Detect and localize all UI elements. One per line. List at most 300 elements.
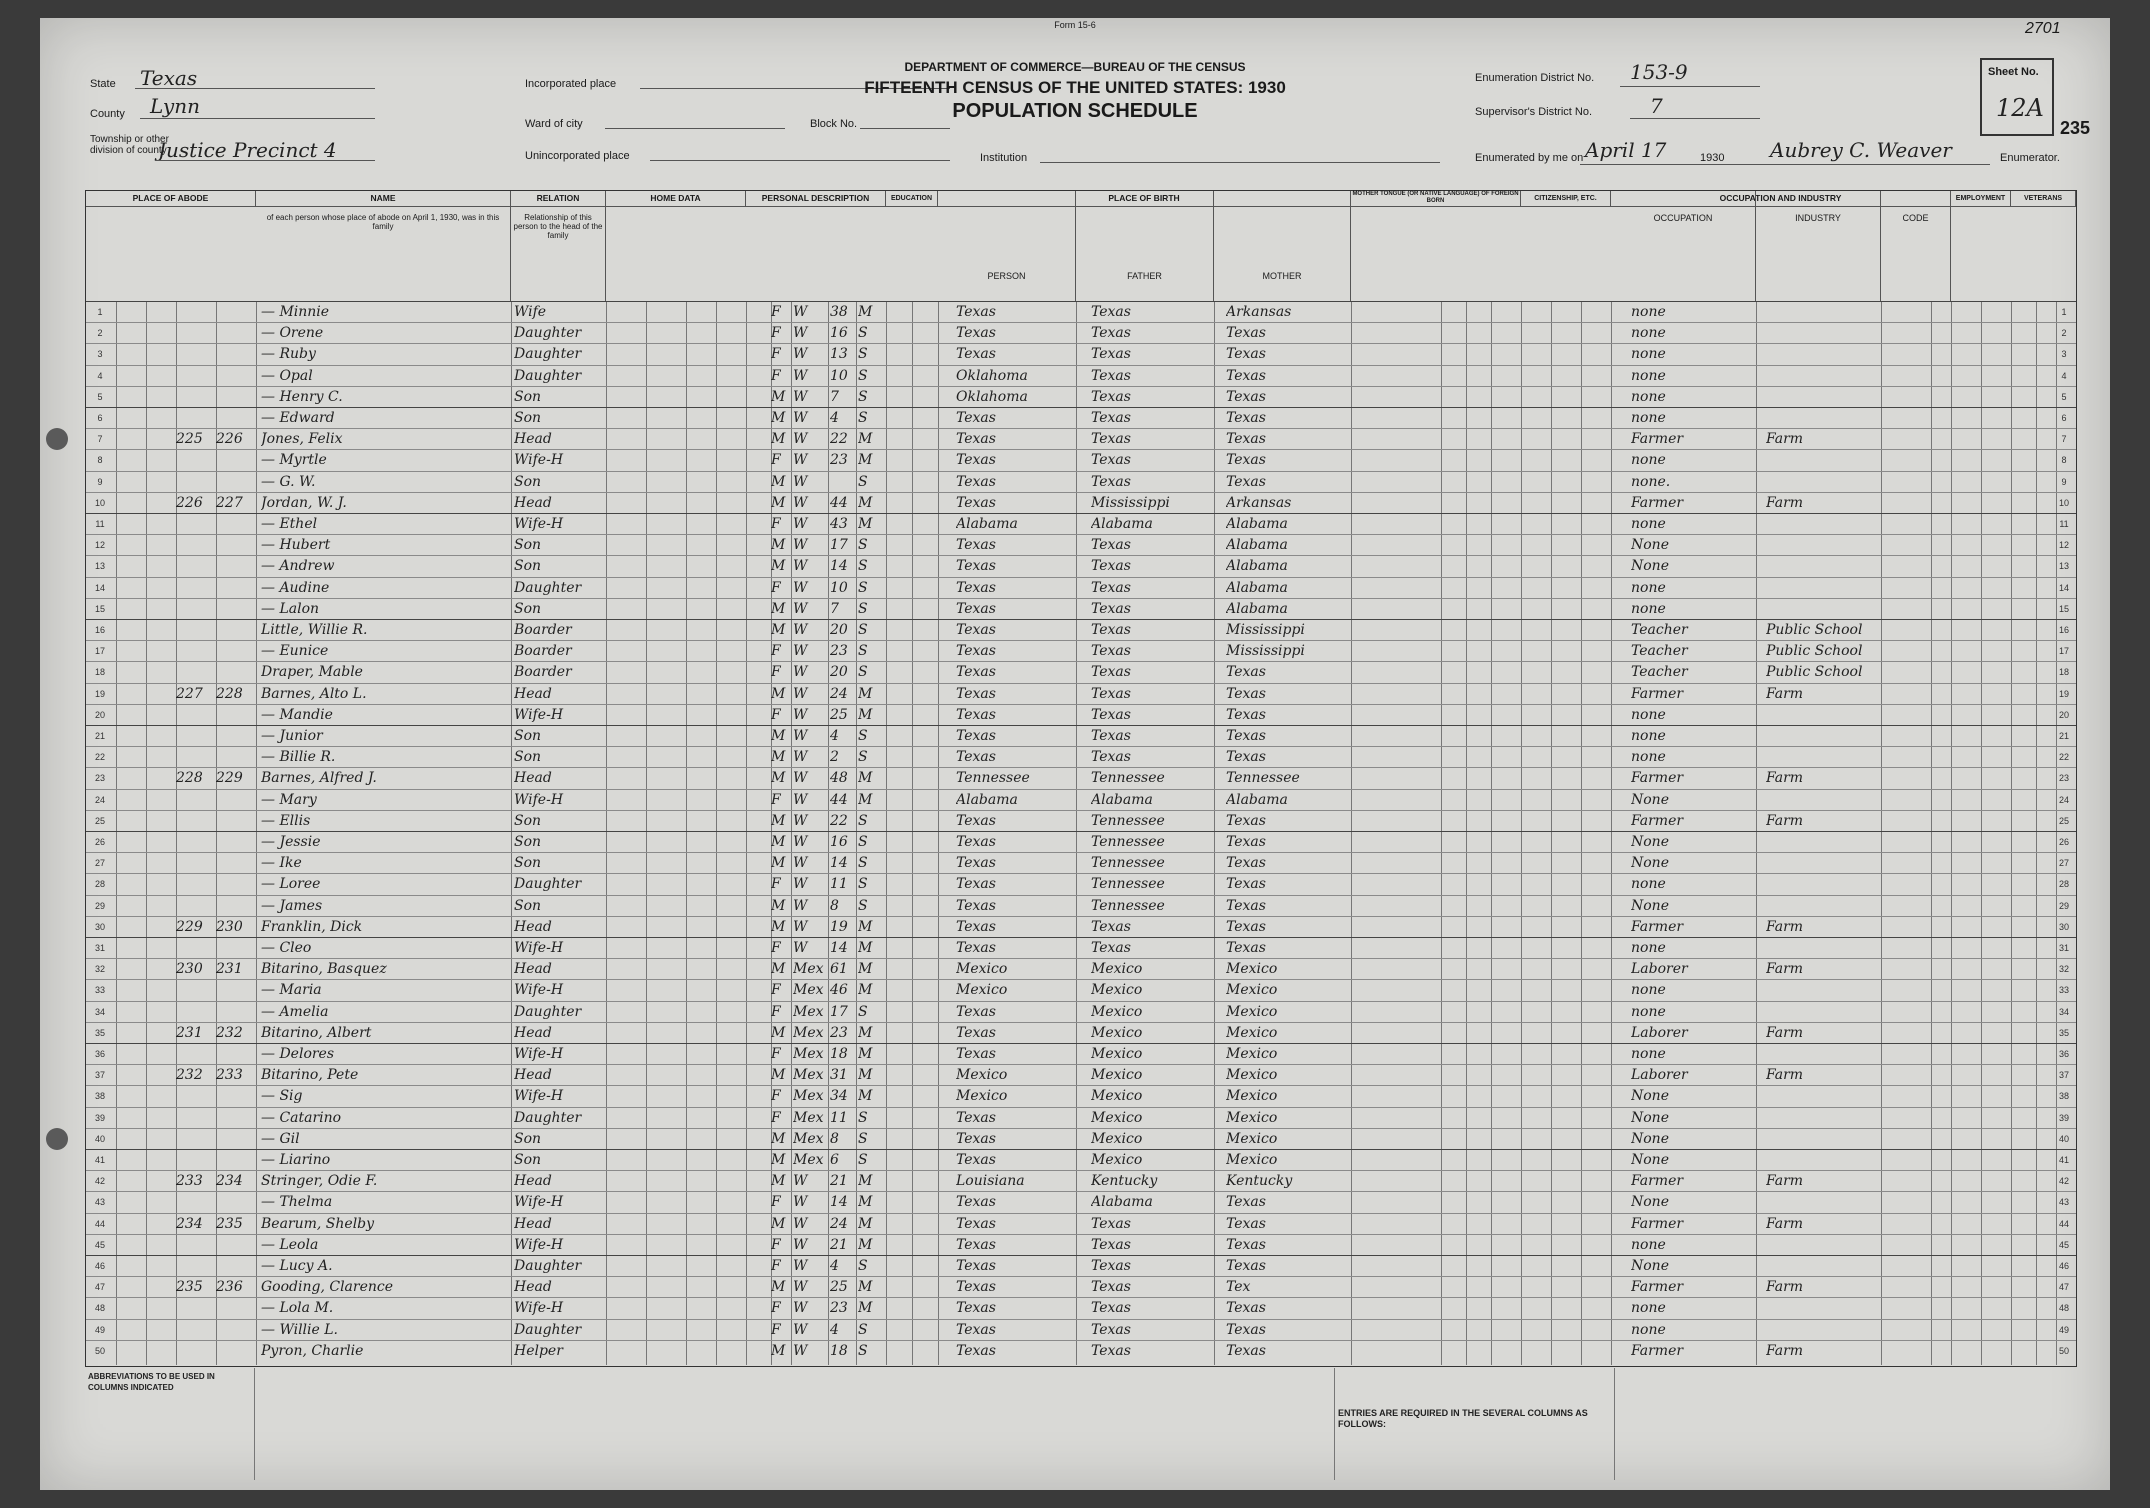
sex: F: [771, 304, 781, 320]
dwelling-number: [176, 1002, 216, 1023]
occupation: None: [1631, 558, 1669, 575]
line-number: 15: [94, 603, 105, 614]
industry: [1766, 874, 1881, 895]
relation: Son: [514, 897, 542, 914]
birthplace-father: Mexico: [1091, 1046, 1143, 1062]
age: 7: [830, 388, 839, 405]
occupation: none: [1631, 1046, 1666, 1062]
dwelling-number: [176, 1086, 216, 1107]
industry: [1766, 1002, 1881, 1023]
dwelling-number: [176, 662, 216, 683]
family-number: [216, 1341, 256, 1362]
line-number: 44: [2058, 1218, 2069, 1229]
birthplace-person: Texas: [956, 431, 996, 448]
birthplace-father: Texas: [1091, 304, 1131, 320]
sex: M: [771, 622, 786, 638]
age: 23: [830, 643, 848, 660]
dwelling-number: [176, 323, 216, 344]
relation: Helper: [514, 1342, 563, 1359]
person-name: — Gil: [261, 1130, 300, 1147]
relation: Wife-H: [514, 1236, 564, 1253]
race: W: [793, 1215, 808, 1232]
line-number: 28: [2058, 879, 2069, 890]
birthplace-father: Mexico: [1091, 1109, 1143, 1126]
group-mother-tongue: MOTHER TONGUE (OR NATIVE LANGUAGE) OF FOREIGN BORN: [1351, 191, 1521, 207]
institution-label: Institution: [980, 152, 1028, 164]
sex: M: [771, 410, 786, 426]
occupation: None: [1631, 1194, 1669, 1211]
family-number: [216, 1256, 256, 1277]
industry: [1766, 938, 1881, 959]
line-number: 45: [2058, 1239, 2069, 1250]
table-row: [86, 704, 2076, 725]
occupation: none: [1631, 1236, 1666, 1253]
relation: Daughter: [514, 367, 582, 384]
line-number: 1: [2061, 307, 2067, 317]
family-number: [216, 938, 256, 959]
census-table: [85, 190, 2077, 1367]
table-row: [86, 1128, 2076, 1149]
birthplace-mother: Tex: [1226, 1279, 1251, 1296]
footer: [85, 1368, 2075, 1486]
dwelling-number: [176, 387, 216, 408]
race: W: [793, 1300, 808, 1317]
birthplace-mother: Mexico: [1226, 961, 1278, 978]
occupation: Teacher: [1631, 664, 1688, 681]
occupation: Teacher: [1631, 643, 1688, 660]
marital-status: M: [858, 1088, 873, 1105]
birthplace-person: Texas: [956, 1152, 996, 1168]
marital-status: S: [858, 1258, 868, 1274]
birthplace-mother: Arkansas: [1226, 304, 1292, 320]
marital-status: S: [858, 749, 868, 766]
race: W: [793, 1342, 808, 1359]
age: 24: [830, 685, 848, 702]
person-name: Pyron, Charlie: [261, 1342, 364, 1359]
group-education: EDUCATION: [886, 191, 938, 207]
industry: [1766, 1086, 1881, 1107]
birthplace-mother: Mexico: [1226, 1152, 1278, 1168]
birthplace-person: Texas: [956, 473, 996, 490]
line-number: 41: [94, 1155, 105, 1165]
occupation: Laborer: [1631, 1024, 1688, 1041]
family-number: 228: [216, 685, 243, 702]
family-number: [216, 323, 256, 344]
line-number: 4: [2061, 370, 2067, 381]
person-name: — Mary: [261, 791, 317, 808]
age: 61: [830, 961, 848, 978]
race: Mex: [793, 1152, 824, 1168]
race: W: [793, 706, 808, 723]
race: W: [793, 325, 808, 342]
line-number: 17: [2058, 646, 2069, 657]
birthplace-person: Mexico: [956, 961, 1008, 978]
table-row: [86, 1043, 2076, 1064]
table-row: [86, 343, 2076, 364]
birthplace-father: Texas: [1091, 367, 1131, 384]
line-number: 31: [94, 943, 105, 953]
birthplace-father: Texas: [1091, 728, 1131, 744]
line-number: 15: [2058, 603, 2069, 614]
birthplace-mother: Texas: [1226, 452, 1266, 469]
line-number: 3: [2061, 349, 2067, 360]
birthplace-mother: Texas: [1226, 367, 1266, 384]
birthplace-person: Mexico: [956, 982, 1008, 999]
occupation: Farmer: [1631, 812, 1684, 829]
marital-status: M: [858, 1067, 873, 1084]
person-name: Jones, Felix: [261, 431, 343, 448]
occupation: none: [1631, 346, 1666, 363]
birthplace-father: Texas: [1091, 1342, 1131, 1359]
industry: [1766, 323, 1881, 344]
family-number: [216, 387, 256, 408]
birthplace-person: Texas: [956, 304, 996, 320]
occupation: none: [1631, 388, 1666, 405]
line-number: 22: [2058, 752, 2069, 763]
occupation: None: [1631, 1088, 1669, 1105]
industry: [1766, 450, 1881, 471]
corner-number: 2701: [2025, 20, 2061, 37]
marital-status: M: [858, 1236, 873, 1253]
race: Mex: [793, 1109, 824, 1126]
industry: Public School: [1766, 622, 1863, 638]
sex: F: [771, 643, 781, 660]
birthplace-person: Texas: [956, 834, 996, 850]
relation: Son: [514, 855, 542, 872]
dwelling-number: [176, 620, 216, 641]
race: W: [793, 304, 808, 320]
sex: M: [771, 855, 786, 872]
age: 44: [830, 494, 848, 511]
birthplace-mother: Mexico: [1226, 1024, 1278, 1041]
industry: [1766, 790, 1881, 811]
census-title: FIFTEENTH CENSUS OF THE UNITED STATES: 1930: [864, 78, 1286, 97]
group-relation: RELATION: [511, 191, 606, 207]
sex: F: [771, 982, 781, 999]
table-row: [86, 1001, 2076, 1022]
relation: Head: [514, 431, 552, 448]
birthplace-mother: Texas: [1226, 855, 1266, 872]
line-number: 43: [94, 1197, 105, 1208]
birthplace-person: Texas: [956, 940, 996, 956]
sex: M: [771, 770, 786, 787]
race: W: [793, 749, 808, 766]
person-name: Bitarino, Albert: [261, 1024, 372, 1041]
group-name: NAME: [256, 191, 511, 207]
person-name: — Lalon: [261, 600, 320, 617]
line-number: 23: [94, 773, 105, 784]
line-number: 8: [97, 455, 103, 466]
line-number: 21: [2058, 731, 2069, 741]
race: W: [793, 834, 808, 850]
birthplace-person: Texas: [956, 1258, 996, 1274]
enumerator-name: Aubrey C. Weaver: [1770, 138, 1952, 162]
birthplace-person: Texas: [956, 749, 996, 766]
family-number: 233: [216, 1067, 243, 1084]
family-number: [216, 1298, 256, 1319]
industry: Farm: [1766, 431, 1804, 448]
occupation: none: [1631, 706, 1666, 723]
line-number: 49: [2058, 1324, 2069, 1335]
occupation: none: [1631, 1321, 1666, 1338]
marital-status: S: [858, 367, 868, 384]
table-row: [86, 407, 2076, 428]
person-name: — Ruby: [261, 346, 316, 363]
colhead-occupation: OCCUPATION: [1611, 191, 1756, 301]
birthplace-mother: Alabama: [1226, 579, 1288, 596]
birthplace-mother: Texas: [1226, 1300, 1266, 1317]
birthplace-person: Texas: [956, 410, 996, 426]
family-number: [216, 1320, 256, 1341]
occupation: none: [1631, 982, 1666, 999]
sex: F: [771, 706, 781, 723]
line-number: 46: [2058, 1261, 2069, 1271]
family-number: 229: [216, 770, 243, 787]
marital-status: M: [858, 685, 873, 702]
line-number: 43: [2058, 1197, 2069, 1208]
industry: [1766, 344, 1881, 365]
age: 4: [830, 728, 839, 744]
person-name: — Eunice: [261, 643, 329, 660]
dwelling-number: [176, 641, 216, 662]
line-number: 24: [2058, 794, 2069, 805]
line-number: 21: [94, 731, 105, 741]
person-name: — Opal: [261, 367, 313, 384]
birthplace-person: Texas: [956, 622, 996, 638]
family-number: [216, 832, 256, 853]
sex: M: [771, 537, 786, 554]
line-number: 2: [97, 328, 103, 339]
incorporated-label: Incorporated place: [525, 78, 617, 90]
birthplace-father: Texas: [1091, 452, 1131, 469]
birthplace-person: Texas: [956, 1300, 996, 1317]
sex: M: [771, 473, 786, 490]
table-row: [86, 1319, 2076, 1340]
census-rows: [86, 301, 2076, 1365]
birthplace-father: Texas: [1091, 940, 1131, 956]
sex: F: [771, 664, 781, 681]
birthplace-father: Mexico: [1091, 961, 1143, 978]
marital-status: S: [858, 558, 868, 575]
industry: Farm: [1766, 1024, 1804, 1041]
marital-status: M: [858, 982, 873, 999]
punch-hole: [46, 428, 68, 450]
age: 21: [830, 1236, 848, 1253]
race: W: [793, 918, 808, 935]
relation: Head: [514, 1215, 552, 1232]
age: 14: [830, 855, 848, 872]
birthplace-mother: Texas: [1226, 1258, 1266, 1274]
birthplace-mother: Alabama: [1226, 600, 1288, 617]
birthplace-mother: Tennessee: [1226, 770, 1300, 787]
dwelling-number: [176, 599, 216, 620]
birthplace-person: Texas: [956, 558, 996, 575]
table-row: [86, 1107, 2076, 1128]
marital-status: S: [858, 410, 868, 426]
marital-status: M: [858, 1046, 873, 1062]
group-personal: PERSONAL DESCRIPTION: [746, 191, 886, 207]
industry: [1766, 896, 1881, 917]
line-number: 42: [2058, 1176, 2069, 1187]
table-row: [86, 725, 2076, 746]
race: W: [793, 728, 808, 744]
relation: Head: [514, 1173, 552, 1190]
line-number: 39: [2058, 1112, 2069, 1123]
industry: [1766, 1235, 1881, 1256]
race: W: [793, 410, 808, 426]
relation: Wife-H: [514, 1088, 564, 1105]
age: 22: [830, 431, 848, 448]
dwelling-number: 226: [176, 494, 203, 511]
family-number: [216, 556, 256, 577]
enum-district-label: Enumeration District No.: [1475, 72, 1595, 84]
colhead-code: CODE: [1881, 191, 1951, 301]
marital-status: M: [858, 940, 873, 956]
age: 6: [830, 1152, 839, 1168]
birthplace-person: Texas: [956, 728, 996, 744]
birthplace-mother: Texas: [1226, 940, 1266, 956]
occupation: Farmer: [1631, 1342, 1684, 1359]
family-number: [216, 1235, 256, 1256]
table-row: [86, 1022, 2076, 1043]
table-row: [86, 471, 2076, 492]
sex: F: [771, 1321, 781, 1338]
marital-status: S: [858, 473, 868, 490]
age: 43: [830, 516, 848, 532]
table-row: [86, 810, 2076, 831]
dwelling-number: [176, 853, 216, 874]
birthplace-person: Alabama: [956, 516, 1018, 532]
family-number: [216, 896, 256, 917]
birthplace-person: Texas: [956, 452, 996, 469]
marital-status: M: [858, 1173, 873, 1190]
line-number: 47: [94, 1282, 105, 1293]
age: 10: [830, 367, 848, 384]
occupation: None: [1631, 1258, 1669, 1274]
person-name: — Thelma: [261, 1194, 333, 1211]
birthplace-person: Texas: [956, 643, 996, 660]
marital-status: S: [858, 1342, 868, 1359]
table-row: [86, 1085, 2076, 1106]
line-number: 50: [2058, 1345, 2069, 1356]
age: 25: [830, 706, 848, 723]
birthplace-person: Texas: [956, 346, 996, 363]
colhead-industry: INDUSTRY: [1756, 191, 1881, 301]
relation: Wife-H: [514, 940, 564, 956]
dwelling-number: 227: [176, 685, 203, 702]
marital-status: S: [858, 1003, 868, 1020]
line-number: 45: [94, 1239, 105, 1250]
relation: Son: [514, 728, 542, 744]
table-row: [86, 873, 2076, 894]
age: 13: [830, 346, 848, 363]
age: 48: [830, 770, 848, 787]
sex: M: [771, 1067, 786, 1084]
line-number: 13: [94, 561, 105, 572]
marital-status: M: [858, 961, 873, 978]
table-row: [86, 746, 2076, 767]
family-number: [216, 578, 256, 599]
line-number: 29: [2058, 900, 2069, 911]
occupation: none: [1631, 940, 1666, 956]
industry: [1766, 747, 1881, 768]
family-number: [216, 1108, 256, 1129]
birthplace-person: Texas: [956, 600, 996, 617]
occupation: Farmer: [1631, 1215, 1684, 1232]
family-number: [216, 366, 256, 387]
dwelling-number: [176, 747, 216, 768]
marital-status: M: [858, 1215, 873, 1232]
industry: [1766, 535, 1881, 556]
dwelling-number: 229: [176, 918, 203, 935]
marital-status: S: [858, 325, 868, 342]
dwelling-number: 230: [176, 961, 203, 978]
birthplace-mother: Mississippi: [1226, 622, 1305, 638]
dwelling-number: [176, 1150, 216, 1171]
group-employment: EMPLOYMENT: [1951, 191, 2011, 207]
relation: Daughter: [514, 876, 582, 893]
dwelling-number: 228: [176, 770, 203, 787]
age: 14: [830, 940, 848, 956]
family-number: [216, 302, 256, 323]
birthplace-person: Texas: [956, 1003, 996, 1020]
person-name: — Willie L.: [261, 1321, 338, 1338]
birthplace-person: Texas: [956, 664, 996, 681]
entries-table: [1615, 1368, 2075, 1480]
age: 14: [830, 558, 848, 575]
line-number: 5: [97, 391, 103, 402]
industry: Farm: [1766, 1279, 1804, 1296]
industry: [1766, 387, 1881, 408]
birthplace-mother: Alabama: [1226, 558, 1288, 575]
birthplace-mother: Mexico: [1226, 1130, 1278, 1147]
sex: M: [771, 812, 786, 829]
birthplace-mother: Texas: [1226, 346, 1266, 363]
birthplace-mother: Texas: [1226, 664, 1266, 681]
race: Mex: [793, 1024, 824, 1041]
line-number: 16: [94, 625, 105, 635]
birthplace-person: Texas: [956, 1342, 996, 1359]
line-number: 41: [2058, 1155, 2069, 1165]
sex: F: [771, 1194, 781, 1211]
census-sheet: [40, 18, 2110, 1490]
occupation: none: [1631, 1300, 1666, 1317]
marital-status: S: [858, 897, 868, 914]
relation: Wife: [514, 304, 547, 320]
enumerated-label: Enumerated by me on: [1475, 152, 1584, 164]
marital-status: S: [858, 876, 868, 893]
dwelling-number: 234: [176, 1215, 203, 1232]
sex: F: [771, 791, 781, 808]
sex: F: [771, 1046, 781, 1062]
table-row: [86, 937, 2076, 958]
age: 23: [830, 452, 848, 469]
person-name: — Lola M.: [261, 1300, 334, 1317]
marital-status: M: [858, 1024, 873, 1041]
line-number: 32: [94, 964, 105, 975]
line-number: 35: [2058, 1027, 2069, 1038]
relation: Son: [514, 600, 542, 617]
race: W: [793, 940, 808, 956]
county-value: Lynn: [150, 94, 200, 118]
family-number: 231: [216, 961, 243, 978]
relation: Son: [514, 1130, 542, 1147]
birthplace-mother: Mexico: [1226, 1088, 1278, 1105]
race: W: [793, 876, 808, 893]
page-number: 235: [2060, 118, 2091, 138]
family-number: 234: [216, 1173, 243, 1190]
abbrev-table: [255, 1368, 1335, 1480]
